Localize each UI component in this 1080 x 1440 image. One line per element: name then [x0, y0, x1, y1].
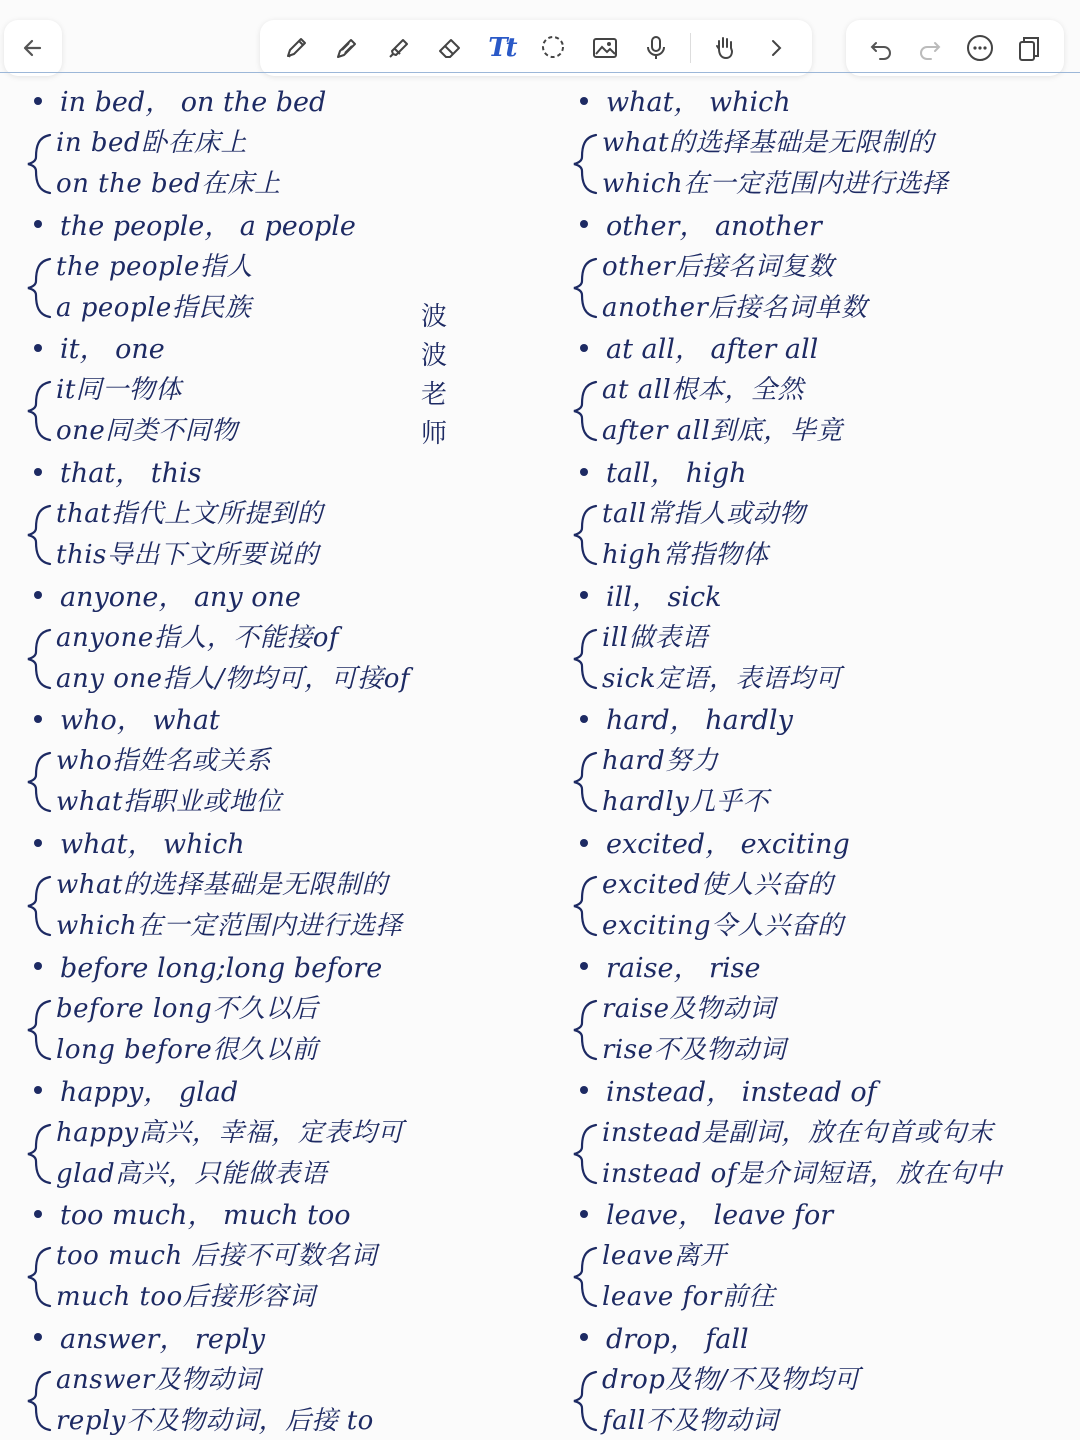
- definition-line: excited使人兴奋的: [602, 870, 834, 901]
- definition-line: anyone指人，不能接of: [56, 622, 339, 653]
- bullet-icon: [580, 715, 588, 723]
- image-icon[interactable]: [587, 30, 623, 66]
- definition-group: [22, 989, 492, 1071]
- note-entry: [22, 82, 492, 206]
- definition-line: one同类不同物: [56, 416, 238, 447]
- entry-heading-text: it， one: [60, 334, 165, 366]
- definition-line: which在一定范围内进行选择: [56, 911, 403, 942]
- entry-heading: [568, 206, 1068, 247]
- definition-group: [22, 494, 492, 576]
- definition-group: [22, 1113, 492, 1195]
- definition-line: answer及物动词: [56, 1364, 261, 1395]
- definition-line: rise不及物动词: [602, 1034, 786, 1065]
- bullet-icon: [34, 1333, 42, 1341]
- bullet-icon: [580, 1086, 588, 1094]
- brace-icon: [572, 999, 600, 1061]
- definition-line: much too后接形容词: [56, 1282, 316, 1313]
- entry-heading-text: too much， much too: [60, 1200, 351, 1232]
- definition-group: [568, 1113, 1068, 1195]
- brace-icon: [26, 751, 54, 813]
- brace-icon: [572, 628, 600, 690]
- definition-line: raise及物动词: [602, 993, 776, 1024]
- pencil-icon[interactable]: [329, 30, 365, 66]
- bullet-icon: [34, 962, 42, 970]
- entry-heading: [22, 577, 492, 618]
- brace-icon: [572, 257, 600, 319]
- hand-icon[interactable]: [707, 30, 743, 66]
- brace-icon: [572, 504, 600, 566]
- definition-group: [22, 1236, 492, 1318]
- redo-icon[interactable]: [912, 30, 948, 66]
- undo-icon[interactable]: [863, 30, 899, 66]
- note-entry: [568, 1072, 1068, 1196]
- definition-line: fall不及物动词: [602, 1405, 779, 1436]
- entry-heading-text: who， what: [60, 705, 220, 737]
- entry-heading-text: happy， glad: [60, 1076, 239, 1108]
- brace-icon: [26, 257, 54, 319]
- watermark-char: 师: [420, 419, 447, 449]
- brace-icon: [572, 751, 600, 813]
- definition-line: before long不久以后: [56, 993, 319, 1024]
- definition-line: what的选择基础是无限制的: [56, 870, 388, 901]
- watermark: [418, 298, 450, 454]
- note-entry: [568, 948, 1068, 1072]
- definition-group: [568, 618, 1068, 700]
- definition-group: [568, 370, 1068, 452]
- bullet-icon: [580, 220, 588, 228]
- definition-line: leave离开: [602, 1241, 727, 1272]
- brace-icon: [26, 1370, 54, 1432]
- bullet-icon: [34, 344, 42, 352]
- entry-heading-text: raise， rise: [606, 952, 761, 984]
- definition-line: at all根本，全然: [602, 375, 804, 406]
- brace-icon: [26, 1246, 54, 1308]
- entry-heading: [22, 1195, 492, 1236]
- watermark-char: 波: [420, 302, 447, 332]
- definition-group: [568, 989, 1068, 1071]
- definition-line: another后接名词单数: [602, 292, 868, 323]
- note-entry: [22, 824, 492, 948]
- chevron-right-icon[interactable]: [758, 30, 794, 66]
- pages-icon[interactable]: [1011, 30, 1047, 66]
- definition-line: any one指人/物均可，可接of: [56, 663, 411, 694]
- entry-heading-text: instead， instead of: [606, 1076, 877, 1108]
- entry-heading: [568, 948, 1068, 989]
- note-entry: [568, 453, 1068, 577]
- brace-icon: [26, 380, 54, 442]
- note-entry: [568, 82, 1068, 206]
- definition-line: instead是副词，放在句首或句末: [602, 1117, 994, 1148]
- highlighter-icon[interactable]: [381, 30, 417, 66]
- definition-line: too much 后接不可数名词: [56, 1241, 377, 1272]
- note-entry: [22, 1319, 492, 1440]
- page-top-rule: [0, 72, 1080, 73]
- bullet-icon: [34, 468, 42, 476]
- entry-heading: [22, 206, 492, 247]
- entry-heading-text: tall， high: [606, 458, 747, 490]
- definition-line: a people指民族: [56, 292, 252, 323]
- note-entry: [22, 948, 492, 1072]
- entry-heading-text: what， which: [606, 87, 791, 118]
- history-toolbar: [846, 20, 1064, 76]
- brace-icon: [572, 380, 600, 442]
- entry-heading-text: drop， fall: [606, 1323, 749, 1355]
- brace-icon: [26, 1123, 54, 1185]
- definition-line: hard努力: [602, 746, 719, 777]
- note-entry: [568, 824, 1068, 948]
- definition-group: [568, 247, 1068, 329]
- bullet-icon: [580, 468, 588, 476]
- toolbar-divider: [690, 33, 691, 63]
- entry-heading: [568, 1072, 1068, 1113]
- definition-line: happy高兴，幸福，定表均可: [56, 1117, 404, 1148]
- definition-group: [22, 618, 492, 700]
- definition-group: [568, 741, 1068, 823]
- definition-line: who指姓名或关系: [56, 746, 272, 777]
- note-entry: [568, 577, 1068, 701]
- bullet-icon: [34, 591, 42, 599]
- definition-line: the people指人: [56, 251, 253, 282]
- note-entry: [22, 1072, 492, 1196]
- entry-heading-text: at all， after all: [606, 334, 819, 366]
- definition-line: sick定语，表语均可: [602, 663, 842, 694]
- microphone-icon[interactable]: [638, 30, 674, 66]
- eraser-icon[interactable]: [432, 30, 468, 66]
- entry-heading-text: other， another: [606, 210, 822, 242]
- brace-icon: [572, 133, 600, 195]
- brace-icon: [572, 1370, 600, 1432]
- brace-icon: [572, 875, 600, 937]
- definition-group: [568, 494, 1068, 576]
- entry-heading: [22, 948, 492, 989]
- back-button-group: [4, 20, 62, 76]
- definition-line: after all到底，毕竟: [602, 416, 843, 447]
- bullet-icon: [580, 1333, 588, 1341]
- watermark-char: 波: [420, 341, 447, 371]
- bullet-icon: [580, 591, 588, 599]
- entry-heading: [568, 453, 1068, 494]
- definition-line: high常指物体: [602, 540, 769, 571]
- lasso-icon[interactable]: [535, 30, 571, 66]
- bullet-icon: [34, 839, 42, 847]
- definition-line: ill做表语: [602, 622, 708, 653]
- definition-line: it同一物体: [56, 375, 182, 406]
- definition-line: instead of是介词短语，放在句中: [602, 1158, 1002, 1189]
- entry-heading: [568, 700, 1068, 741]
- entry-heading-text: anyone， any one: [60, 581, 301, 613]
- brace-icon: [26, 504, 54, 566]
- notes-left-column: [22, 82, 492, 1440]
- bullet-icon: [580, 1210, 588, 1218]
- note-entry: [22, 1195, 492, 1319]
- brace-icon: [26, 875, 54, 937]
- entry-heading-text: before long;long before: [60, 952, 383, 984]
- bullet-icon: [34, 97, 42, 105]
- bullet-icon: [580, 962, 588, 970]
- entry-heading-text: answer， reply: [60, 1323, 265, 1355]
- bullet-icon: [580, 97, 588, 105]
- definition-line: what的选择基础是无限制的: [602, 128, 934, 158]
- note-entry: [568, 1319, 1068, 1440]
- brace-icon: [572, 1246, 600, 1308]
- entry-heading-text: ill， sick: [606, 581, 722, 613]
- entry-heading-text: that， this: [60, 458, 202, 490]
- text-tool-label: Tt: [488, 33, 516, 63]
- definition-line: tall常指人或动物: [602, 499, 806, 530]
- definition-group: [568, 865, 1068, 947]
- definition-line: which在一定范围内进行选择: [602, 169, 949, 199]
- entry-heading: [22, 1072, 492, 1113]
- definition-line: on the bed在床上: [56, 169, 281, 199]
- definition-group: [22, 865, 492, 947]
- definition-line: leave for前往: [602, 1282, 775, 1313]
- bullet-icon: [34, 715, 42, 723]
- note-entry: [22, 577, 492, 701]
- entry-heading: [568, 577, 1068, 618]
- bullet-icon: [34, 220, 42, 228]
- note-entry: [22, 453, 492, 577]
- brace-icon: [26, 628, 54, 690]
- entry-heading: [22, 82, 492, 123]
- bullet-icon: [580, 839, 588, 847]
- entry-heading: [22, 700, 492, 741]
- entry-heading-text: leave， leave for: [606, 1200, 834, 1232]
- note-entry: [568, 206, 1068, 330]
- note-entry: [568, 329, 1068, 453]
- bullet-icon: [34, 1210, 42, 1218]
- entry-heading: [22, 1319, 492, 1360]
- entry-heading: [568, 82, 1068, 123]
- definition-line: that指代上文所提到的: [56, 499, 324, 530]
- definition-line: in bed卧在床上: [56, 128, 247, 158]
- pen-icon[interactable]: [278, 30, 314, 66]
- entry-heading-text: the people， a people: [60, 210, 356, 242]
- definition-line: what指职业或地位: [56, 787, 282, 818]
- brace-icon: [26, 133, 54, 195]
- definition-group: [22, 123, 492, 205]
- text-tool-icon[interactable]: [484, 30, 520, 66]
- definition-group: [22, 1360, 492, 1440]
- note-entry: [22, 700, 492, 824]
- entry-heading: [22, 453, 492, 494]
- entry-heading-text: excited， exciting: [606, 829, 850, 861]
- definition-line: long before很久以前: [56, 1034, 319, 1065]
- definition-line: exciting令人兴奋的: [602, 911, 844, 942]
- entry-heading: [568, 824, 1068, 865]
- definition-line: this导出下文所要说的: [56, 540, 319, 571]
- brace-icon: [26, 999, 54, 1061]
- bullet-icon: [34, 1086, 42, 1094]
- definition-line: glad高兴，只能做表语: [56, 1158, 328, 1189]
- arrow-left-icon[interactable]: [15, 30, 51, 66]
- bullet-icon: [580, 344, 588, 352]
- definition-line: hardly几乎不: [602, 787, 769, 818]
- definition-group: [568, 123, 1068, 205]
- entry-heading-text: hard， hardly: [606, 705, 793, 737]
- definition-group: [22, 741, 492, 823]
- definition-line: reply不及物动词，后接 to: [56, 1405, 374, 1436]
- definition-group: [568, 1236, 1068, 1318]
- notes-right-column: [568, 82, 1068, 1440]
- watermark-char: 老: [420, 380, 447, 410]
- brace-icon: [572, 1123, 600, 1185]
- entry-heading: [568, 1319, 1068, 1360]
- entry-heading-text: in bed， on the bed: [60, 87, 327, 118]
- entry-heading-text: what， which: [60, 829, 245, 861]
- entry-heading: [22, 824, 492, 865]
- more-icon[interactable]: [962, 30, 998, 66]
- note-entry: [568, 700, 1068, 824]
- drawing-toolbar: [260, 20, 812, 76]
- entry-heading: [568, 329, 1068, 370]
- entry-heading: [568, 1195, 1068, 1236]
- definition-group: [568, 1360, 1068, 1440]
- note-entry: [568, 1195, 1068, 1319]
- definition-line: other后接名词复数: [602, 251, 835, 282]
- definition-line: drop及物/不及物均可: [602, 1364, 861, 1395]
